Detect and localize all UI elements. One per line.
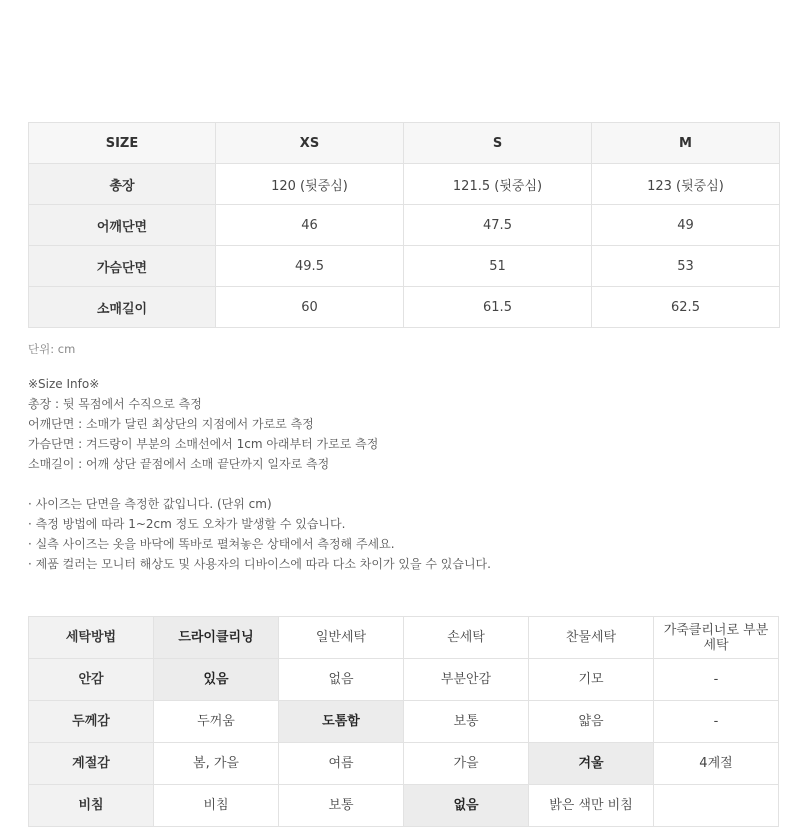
size-header-cell: SIZE [29, 123, 216, 164]
care-option: 찬물세탁 [529, 617, 654, 659]
size-header-cell: XS [216, 123, 404, 164]
size-value-cell: 49 [592, 205, 780, 246]
care-option: 없음 [279, 659, 404, 701]
size-row-label: 총장 [29, 164, 216, 205]
care-option: 봄, 가을 [154, 743, 279, 785]
care-option-selected: 도톰함 [279, 701, 404, 743]
care-row [29, 617, 779, 659]
care-option-selected: 드라이클리닝 [154, 617, 279, 659]
care-option-selected: 없음 [404, 785, 529, 827]
size-info-line: 소매길이 : 어깨 상단 끝점에서 소매 끝단까지 일자로 측정 [28, 457, 330, 471]
unit-note: 단위: cm [28, 342, 76, 356]
care-option: 밝은 색만 비침 [529, 785, 654, 827]
care-row-label: 두께감 [29, 701, 154, 743]
size-row [29, 287, 780, 328]
care-option: 보통 [404, 701, 529, 743]
notice-item: · 측정 방법에 따라 1~2cm 정도 오차가 발생할 수 있습니다. [28, 517, 346, 531]
care-row [29, 701, 779, 743]
size-row [29, 246, 780, 287]
care-option: 비침 [154, 785, 279, 827]
care-option: 두꺼움 [154, 701, 279, 743]
size-row [29, 164, 780, 205]
size-info-line: 가슴단면 : 겨드랑이 부분의 소매선에서 1cm 아래부터 가로로 측정 [28, 437, 379, 451]
size-value-cell: 53 [592, 246, 780, 287]
size-row-label: 어깨단면 [29, 205, 216, 246]
care-option: 기모 [529, 659, 654, 701]
size-row [29, 205, 780, 246]
size-info-line: 어깨단면 : 소매가 달린 최상단의 지점에서 가로로 측정 [28, 417, 314, 431]
notice-list [28, 494, 788, 574]
care-row-label: 계절감 [29, 743, 154, 785]
size-info-title: ※Size Info※ [28, 377, 100, 391]
care-row-label: 안감 [29, 659, 154, 701]
care-option: 얇음 [529, 701, 654, 743]
care-option-selected: 있음 [154, 659, 279, 701]
care-option: 손세탁 [404, 617, 529, 659]
size-value-cell: 49.5 [216, 246, 404, 287]
notice-item: · 실측 사이즈는 옷을 바닥에 똑바로 펼쳐놓은 상태에서 측정해 주세요. [28, 537, 395, 551]
size-row-label: 소매길이 [29, 287, 216, 328]
care-option: - [654, 659, 779, 701]
size-value-cell: 61.5 [404, 287, 592, 328]
care-row-label: 비침 [29, 785, 154, 827]
size-value-cell: 47.5 [404, 205, 592, 246]
care-table [28, 616, 779, 827]
care-option: 가죽클리너로 부분세탁 [654, 617, 779, 659]
size-header-cell: M [592, 123, 780, 164]
size-info [28, 374, 788, 474]
notice-item: · 제품 컬러는 모니터 해상도 및 사용자의 디바이스에 따라 다소 차이가 있을 수 있습니다. [28, 557, 491, 571]
size-header-cell: S [404, 123, 592, 164]
care-option: - [654, 701, 779, 743]
notice-item: · 사이즈는 단면을 측정한 값입니다. (단위 cm) [28, 497, 272, 511]
size-table [28, 122, 780, 328]
size-value-cell: 51 [404, 246, 592, 287]
care-option: 일반세탁 [279, 617, 404, 659]
size-header-row [29, 123, 780, 164]
size-value-cell: 62.5 [592, 287, 780, 328]
care-option: 부분안감 [404, 659, 529, 701]
size-value-cell: 60 [216, 287, 404, 328]
care-option: 4계절 [654, 743, 779, 785]
care-row [29, 743, 779, 785]
size-value-cell: 123 (뒷중심) [592, 164, 780, 205]
care-row-label: 세탁방법 [29, 617, 154, 659]
care-option: 보통 [279, 785, 404, 827]
care-row [29, 659, 779, 701]
care-option: 여름 [279, 743, 404, 785]
size-info-line: 총장 : 뒷 목점에서 수직으로 측정 [28, 397, 202, 411]
size-value-cell: 121.5 (뒷중심) [404, 164, 592, 205]
size-value-cell: 120 (뒷중심) [216, 164, 404, 205]
size-row-label: 가슴단면 [29, 246, 216, 287]
care-option: 가을 [404, 743, 529, 785]
size-value-cell: 46 [216, 205, 404, 246]
care-option-selected: 겨울 [529, 743, 654, 785]
